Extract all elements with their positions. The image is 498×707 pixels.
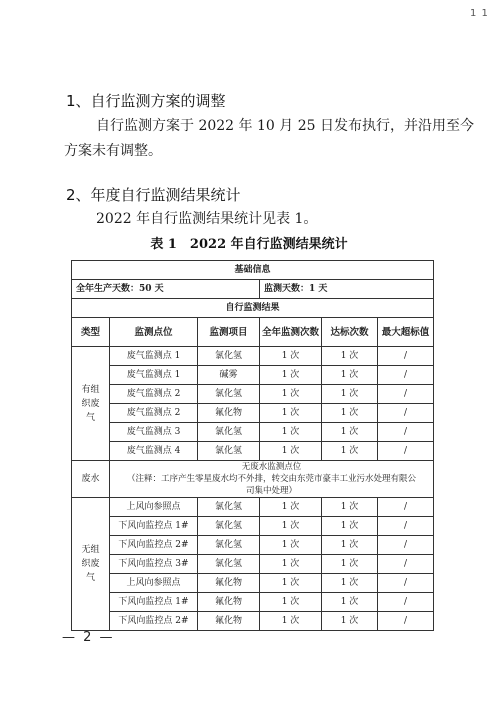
cell-max-exceed: /	[378, 593, 434, 612]
cell-point: 下风向监控点 3#	[110, 555, 198, 574]
cell-max-exceed: /	[378, 347, 434, 366]
cell-max-exceed: /	[378, 612, 434, 631]
cell-annual-count: 1 次	[260, 442, 322, 461]
section2-heading: 2、年度自行监测结果统计	[66, 186, 241, 204]
cell-pass-count: 1 次	[322, 536, 378, 555]
table-row-wastewater	[72, 461, 434, 498]
cell-max-exceed: /	[378, 404, 434, 423]
cell-annual-count: 1 次	[260, 498, 322, 517]
table-row	[72, 347, 434, 366]
wastewater-note-line2: （注释：工序产生零星废水均不外排，转交由东莞市豪丰工业污水处理有限公司集中处理）	[127, 474, 417, 496]
cell-item: 碱雾	[198, 366, 260, 385]
results-title: 自行监测结果	[72, 299, 434, 318]
cell-item: 氯化氢	[198, 517, 260, 536]
monitoring-days: 监测天数：1 天	[260, 280, 434, 299]
cell-pass-count: 1 次	[322, 574, 378, 593]
cell-point: 上风向参照点	[110, 498, 198, 517]
table-row	[72, 366, 434, 385]
cell-pass-count: 1 次	[322, 612, 378, 631]
cell-annual-count: 1 次	[260, 612, 322, 631]
cell-annual-count: 1 次	[260, 536, 322, 555]
wastewater-type-cell: 废水	[72, 461, 110, 498]
cell-annual-count: 1 次	[260, 555, 322, 574]
cell-pass-count: 1 次	[322, 498, 378, 517]
cell-max-exceed: /	[378, 555, 434, 574]
table-row	[72, 442, 434, 461]
wastewater-note-cell	[110, 461, 434, 498]
table-row	[72, 612, 434, 631]
cell-item: 氯化氢	[198, 423, 260, 442]
cell-pass-count: 1 次	[322, 404, 378, 423]
organized-type-cell: 有组织废气	[72, 347, 110, 461]
cell-item: 氯化氢	[198, 536, 260, 555]
cell-item: 氟化物	[198, 612, 260, 631]
header-type: 类型	[72, 318, 110, 347]
cell-annual-count: 1 次	[260, 366, 322, 385]
monitoring-results-table	[71, 260, 434, 631]
cell-item: 氟化物	[198, 593, 260, 612]
production-days: 全年生产天数：50 天	[72, 280, 260, 299]
cell-item: 氟化物	[198, 404, 260, 423]
cell-annual-count: 1 次	[260, 423, 322, 442]
section1-paragraph-line1: 自行监测方案于 2022 年 10 月 25 日发布执行，并沿用至今	[96, 118, 474, 134]
cell-pass-count: 1 次	[322, 423, 378, 442]
cell-item: 氯化氢	[198, 555, 260, 574]
cell-annual-count: 1 次	[260, 593, 322, 612]
basic-info-title: 基础信息	[72, 261, 434, 280]
cell-annual-count: 1 次	[260, 347, 322, 366]
cell-max-exceed: /	[378, 574, 434, 593]
cell-annual-count: 1 次	[260, 404, 322, 423]
cell-point: 废气监测点 1	[110, 366, 198, 385]
header-max-exceed: 最大超标值	[378, 318, 434, 347]
table-row	[72, 517, 434, 536]
cell-pass-count: 1 次	[322, 593, 378, 612]
header-point: 监测点位	[110, 318, 198, 347]
cell-point: 下风向监控点 1#	[110, 593, 198, 612]
table-row	[72, 404, 434, 423]
cell-pass-count: 1 次	[322, 555, 378, 574]
cell-point: 废气监测点 2	[110, 404, 198, 423]
table-row	[72, 498, 434, 517]
cell-pass-count: 1 次	[322, 442, 378, 461]
cell-item: 氯化氢	[198, 498, 260, 517]
cell-max-exceed: /	[378, 498, 434, 517]
table-caption: 表 1 2022 年自行监测结果统计	[150, 237, 348, 252]
cell-item: 氯化氢	[198, 385, 260, 404]
table-row	[72, 574, 434, 593]
cell-point: 废气监测点 3	[110, 423, 198, 442]
cell-max-exceed: /	[378, 517, 434, 536]
cell-item: 氯化氢	[198, 347, 260, 366]
header-pass-count: 达标次数	[322, 318, 378, 347]
cell-item: 氯化氢	[198, 442, 260, 461]
cell-point: 上风向参照点	[110, 574, 198, 593]
cell-point: 下风向监控点 2#	[110, 536, 198, 555]
cell-point: 下风向监控点 2#	[110, 612, 198, 631]
cell-annual-count: 1 次	[260, 517, 322, 536]
table-row	[72, 536, 434, 555]
cell-pass-count: 1 次	[322, 517, 378, 536]
wastewater-note-line1: 无废水监测点位	[241, 462, 302, 472]
cell-point: 废气监测点 2	[110, 385, 198, 404]
cell-point: 废气监测点 1	[110, 347, 198, 366]
cell-point: 下风向监控点 1#	[110, 517, 198, 536]
header-item: 监测项目	[198, 318, 260, 347]
corner-mark: 1 1	[470, 8, 489, 19]
table-row	[72, 593, 434, 612]
page-number: — 2 —	[62, 630, 115, 645]
table-row	[72, 555, 434, 574]
cell-max-exceed: /	[378, 442, 434, 461]
cell-pass-count: 1 次	[322, 347, 378, 366]
cell-max-exceed: /	[378, 536, 434, 555]
header-annual-count: 全年监测次数	[260, 318, 322, 347]
cell-annual-count: 1 次	[260, 574, 322, 593]
cell-point: 废气监测点 4	[110, 442, 198, 461]
cell-annual-count: 1 次	[260, 385, 322, 404]
cell-pass-count: 1 次	[322, 366, 378, 385]
cell-max-exceed: /	[378, 366, 434, 385]
cell-pass-count: 1 次	[322, 385, 378, 404]
section2-intro: 2022 年自行监测结果统计见表 1。	[96, 211, 318, 227]
cell-item: 氟化物	[198, 574, 260, 593]
unorganized-type-cell: 无组织废气	[72, 498, 110, 631]
section1-heading: 1、自行监测方案的调整	[66, 92, 226, 110]
table-body	[72, 261, 434, 631]
table-row	[72, 423, 434, 442]
section1-paragraph-line2: 方案未有调整。	[64, 143, 162, 159]
table-row	[72, 385, 434, 404]
cell-max-exceed: /	[378, 423, 434, 442]
cell-max-exceed: /	[378, 385, 434, 404]
